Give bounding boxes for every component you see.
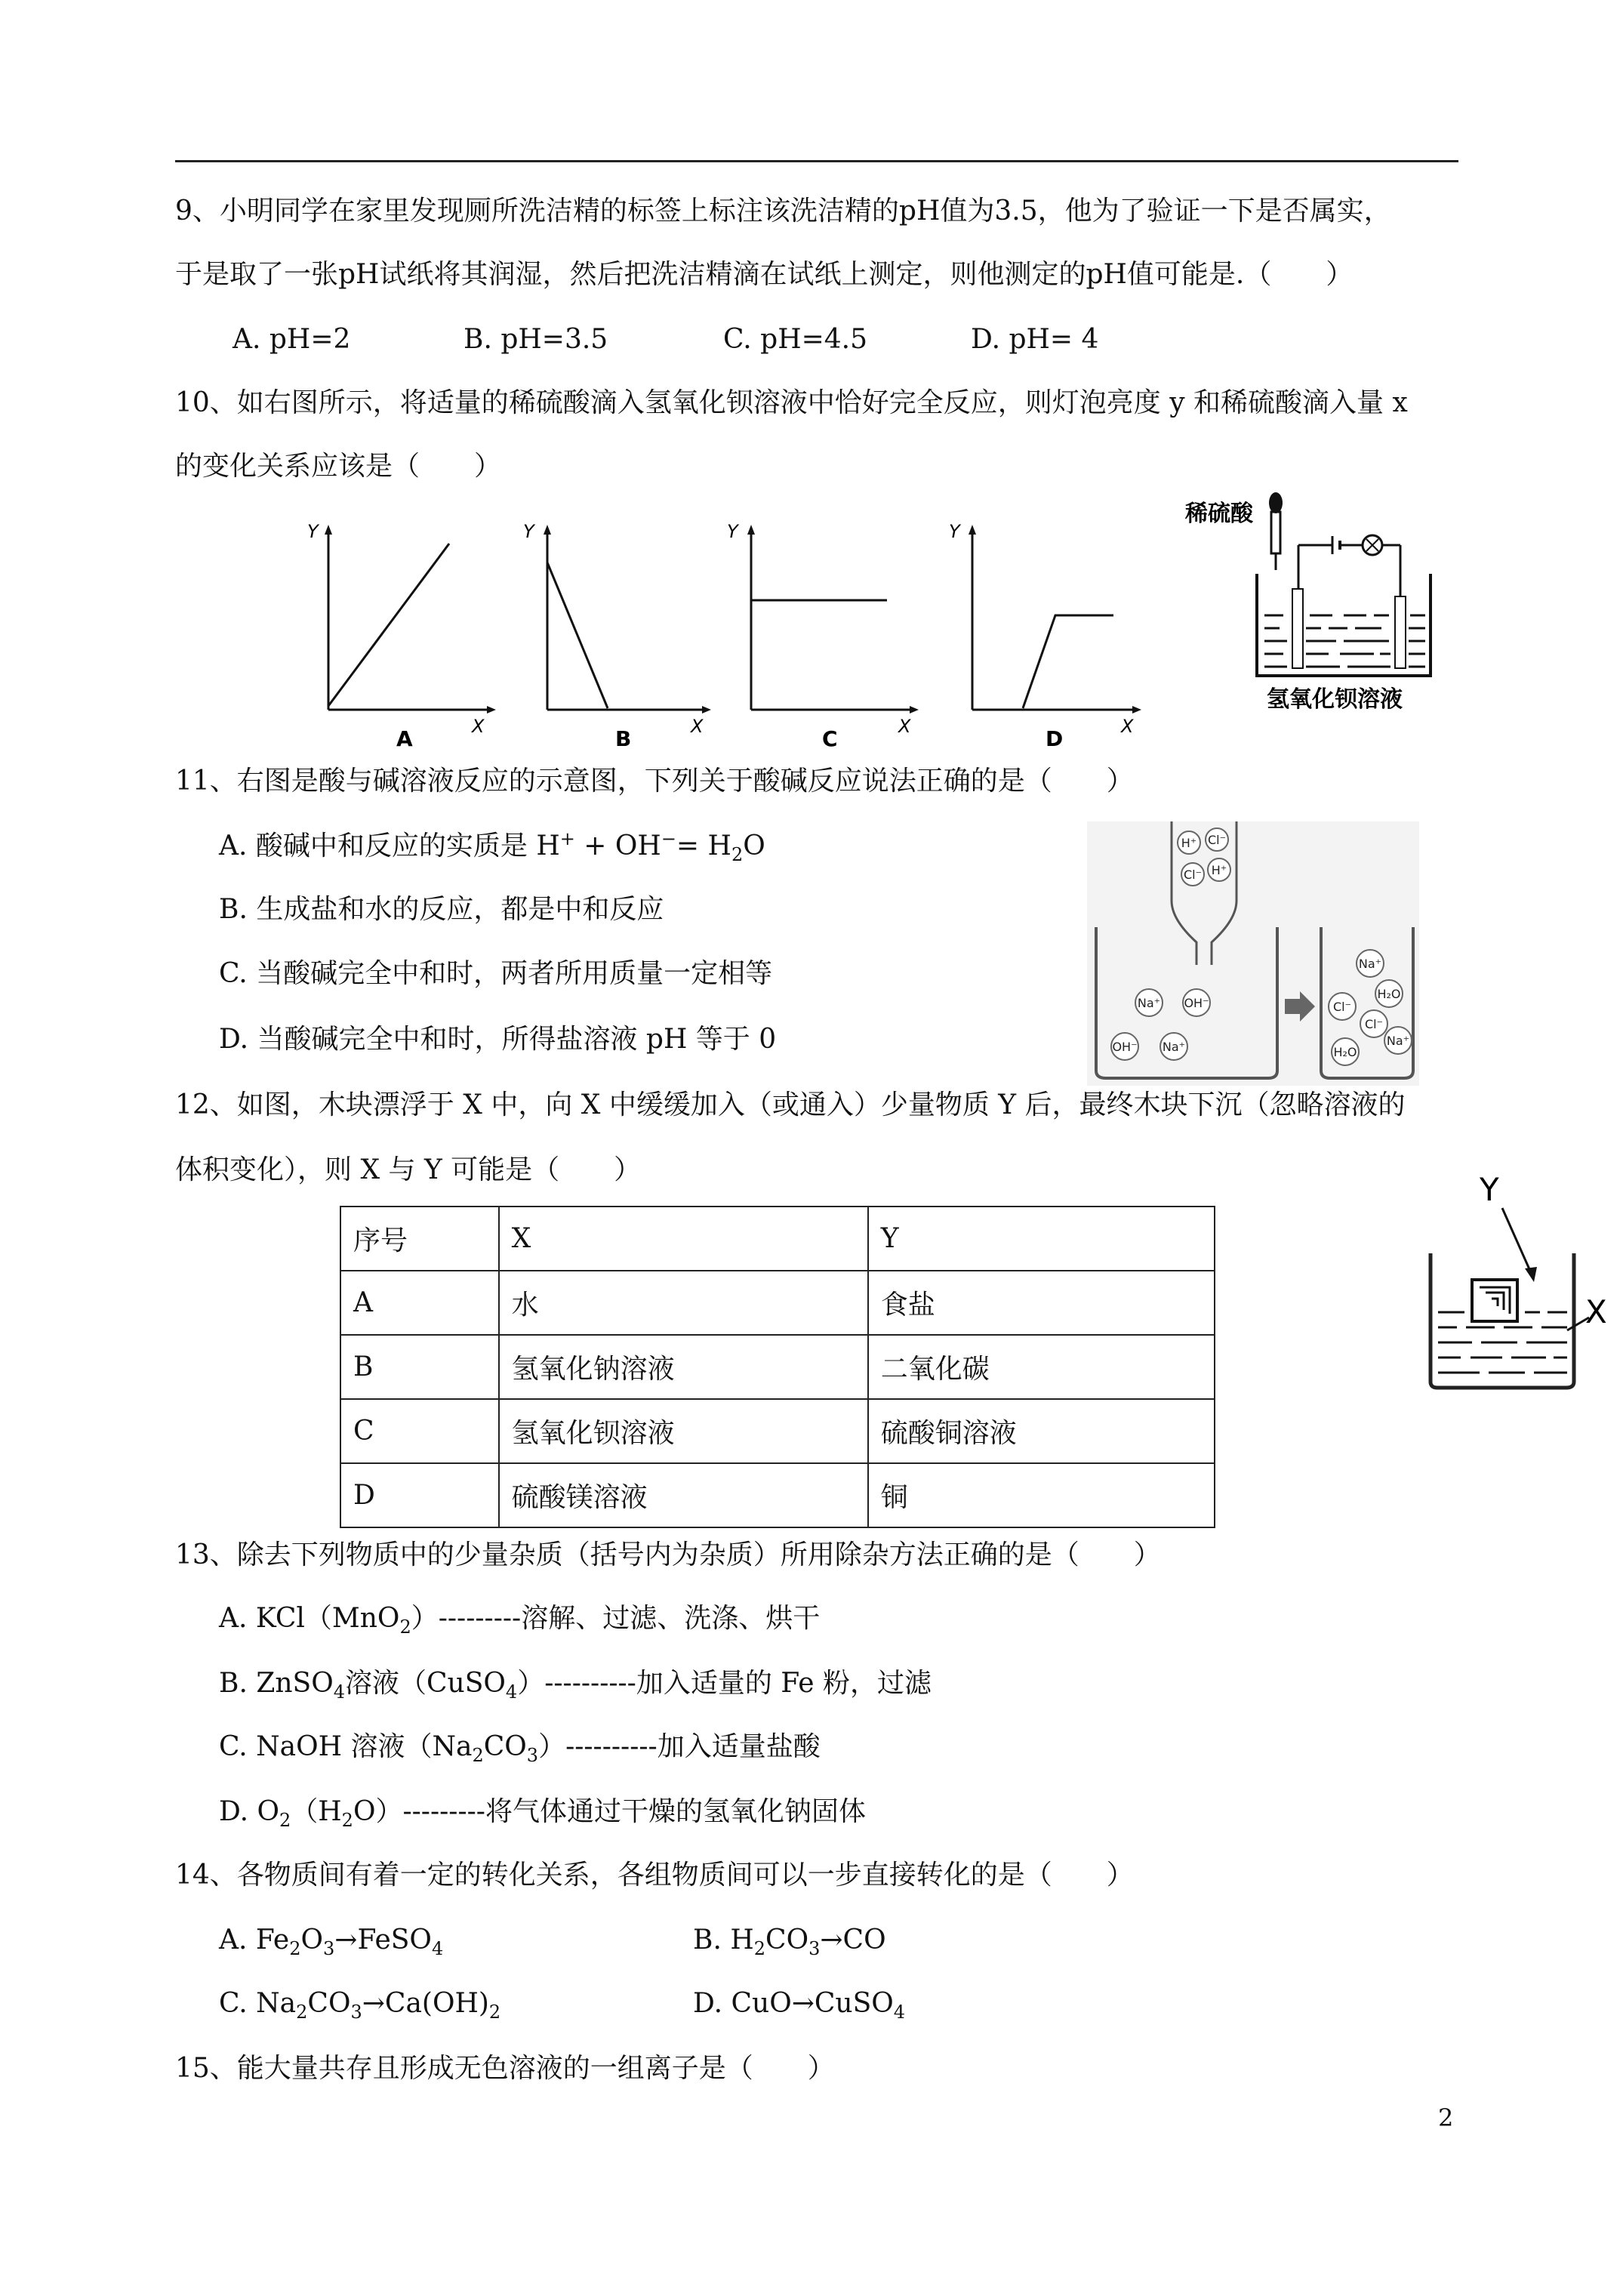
drop-ion-4: H⁺ (1211, 863, 1227, 877)
apparatus-dropper-label: 稀硫酸 (1185, 501, 1253, 527)
right-ion-6: H₂O (1333, 1045, 1357, 1059)
right-ion-1: Na⁺ (1358, 957, 1382, 971)
table-cell: Y (868, 1207, 1215, 1271)
q14-line1: 14、各物质间有着一定的转化关系，各组物质间可以一步直接转化的是（ ） (175, 1860, 1134, 1891)
q10-apparatus (1185, 491, 1434, 717)
right-ion-2: H₂O (1377, 987, 1401, 1001)
q10-graphs (298, 506, 1196, 755)
table-row (340, 1399, 1215, 1463)
graph-b-letter: B (615, 726, 632, 751)
q12-table (340, 1206, 1215, 1528)
left-ion-3: OH⁻ (1112, 1040, 1138, 1054)
table-cell: 序号 (340, 1207, 499, 1271)
q14-option-d: D. CuO→CuSO$_4$ (693, 1988, 906, 2023)
q9-option-b: B. pH=3.5 (463, 324, 608, 355)
q11-option-d: D. 当酸碱完全中和时，所得盐溶液 pH 等于 0 (219, 1024, 777, 1055)
table-cell: 硫酸镁溶液 (499, 1463, 868, 1527)
graph-c-x: X (898, 716, 911, 737)
graph-b-y: Y (523, 521, 534, 542)
graph-a-letter: A (396, 726, 413, 751)
q11-option-a: A. 酸碱中和反应的实质是 $H^+ + OH^-= H_2O$ (219, 828, 765, 866)
table-row (340, 1271, 1215, 1335)
right-ion-4: Cl⁻ (1364, 1017, 1384, 1031)
graph-b-x: X (691, 716, 704, 737)
apparatus-beaker-label: 氢氧化钡溶液 (1267, 686, 1403, 713)
table-cell: X (499, 1207, 868, 1271)
q12-line2: 体积变化），则 X 与 Y 可能是（ ） (175, 1154, 642, 1185)
figure-x-label: X (1585, 1293, 1607, 1330)
q15-line1: 15、能大量共存且形成无色溶液的一组离子是（ ） (175, 2053, 835, 2084)
graph-d-y: Y (949, 521, 960, 542)
graph-c (727, 521, 919, 751)
figure-y-label: Y (1480, 1171, 1499, 1208)
q12-line1: 12、如图，木块漂浮于 X 中，向 X 中缓缓加入（或通入）少量物质 Y 后，最终木块下沉（忽略溶液的 (175, 1089, 1406, 1120)
q13-line1: 13、除去下列物质中的少量杂质（括号内为杂质）所用除杂方法正确的是（ ） (175, 1539, 1161, 1570)
table-row (340, 1463, 1215, 1527)
drop-ion-3: Cl⁻ (1183, 868, 1203, 882)
table-cell: A (340, 1271, 499, 1335)
table-cell: 二氧化碳 (868, 1335, 1215, 1399)
q14-option-b: B. $H_2CO_3\to CO$ (693, 1925, 886, 1960)
q9-line2: 于是取了一张pH试纸将其润湿，然后把洗洁精滴在试纸上测定，则他测定的pH值可能是.（ ） (175, 259, 1354, 290)
left-ion-1: Na⁺ (1137, 996, 1161, 1010)
table-cell: 氢氧化钠溶液 (499, 1335, 868, 1399)
graph-a (307, 521, 496, 751)
graph-d-letter: D (1046, 726, 1064, 751)
page-number: 2 (1438, 2103, 1454, 2132)
left-ion-4: Na⁺ (1162, 1040, 1186, 1054)
graph-c-y: Y (727, 521, 738, 542)
drop-ion-1: H⁺ (1181, 836, 1197, 850)
graph-b-curve (547, 562, 608, 708)
q10-line2: 的变化关系应该是（ ） (175, 451, 502, 482)
left-ion-2: OH⁻ (1184, 996, 1209, 1010)
q13-option-d: D. $O_2(H_2O)---------$将气体通过干燥的氢氧化钠固体 (219, 1796, 866, 1832)
header-rule (175, 160, 1458, 162)
right-ion-3: Cl⁻ (1332, 1000, 1352, 1014)
q13-option-a: A. KCl（MnO$_2$）---------溶解、过滤、洗涤、烘干 (219, 1603, 821, 1638)
q10-line1: 10、如右图所示，将适量的稀硫酸滴入氢氧化钡溶液中恰好完全反应，则灯泡亮度 y 和稀硫酸滴入量 x (175, 387, 1408, 418)
q12-figure (1419, 1163, 1615, 1404)
q13-option-b: B. ZnSO$_4$溶液（CuSO$_4$）----------加入适量的 Fe 粉，过滤 (219, 1668, 932, 1703)
right-ion-5: Na⁺ (1386, 1034, 1410, 1048)
graph-c-letter: C (822, 726, 838, 751)
q9-option-c: C. pH=4.5 (723, 324, 868, 355)
graph-a-x: X (472, 716, 485, 737)
graph-b (523, 521, 711, 751)
q9-line1: 9、小明同学在家里发现厕所洗洁精的标签上标注该洗洁精的pH值为3.5，他为了验证一下是否属实， (175, 196, 1391, 227)
table-cell: D (340, 1463, 499, 1527)
table-cell: 铜 (868, 1463, 1215, 1527)
table-cell: 食盐 (868, 1271, 1215, 1335)
table-row (340, 1335, 1215, 1399)
graph-a-y: Y (307, 521, 319, 542)
table-header-row (340, 1207, 1215, 1271)
table-cell: C (340, 1399, 499, 1463)
table-cell: 水 (499, 1271, 868, 1335)
graph-d-curve (1023, 615, 1113, 708)
table-cell: 氢氧化钡溶液 (499, 1399, 868, 1463)
graph-a-curve (328, 544, 449, 706)
q14-option-a: A. $Fe_2O_3\to FeSO_4$ (219, 1925, 444, 1960)
q11-diagram (1087, 821, 1419, 1086)
q11-option-b: B. 生成盐和水的反应，都是中和反应 (219, 894, 664, 925)
q14-option-c: C. $Na_2CO_3\to Ca(OH)_2$ (219, 1988, 501, 2023)
graph-d (949, 521, 1141, 751)
graph-d-x: X (1121, 716, 1134, 737)
q9-option-a: A. pH=2 (233, 324, 351, 355)
drop-ion-2: Cl⁻ (1207, 833, 1227, 847)
q11-line1: 11、右图是酸与碱溶液反应的示意图，下列关于酸碱反应说法正确的是（ ） (175, 766, 1134, 797)
table-cell: B (340, 1335, 499, 1399)
q13-option-c: C. NaOH 溶液$(Na_2CO_3)----------$加入适量盐酸 (219, 1731, 821, 1767)
q11-option-c: C. 当酸碱完全中和时，两者所用质量一定相等 (219, 958, 773, 989)
q9-option-d: D. pH= 4 (971, 324, 1099, 355)
table-cell: 硫酸铜溶液 (868, 1399, 1215, 1463)
